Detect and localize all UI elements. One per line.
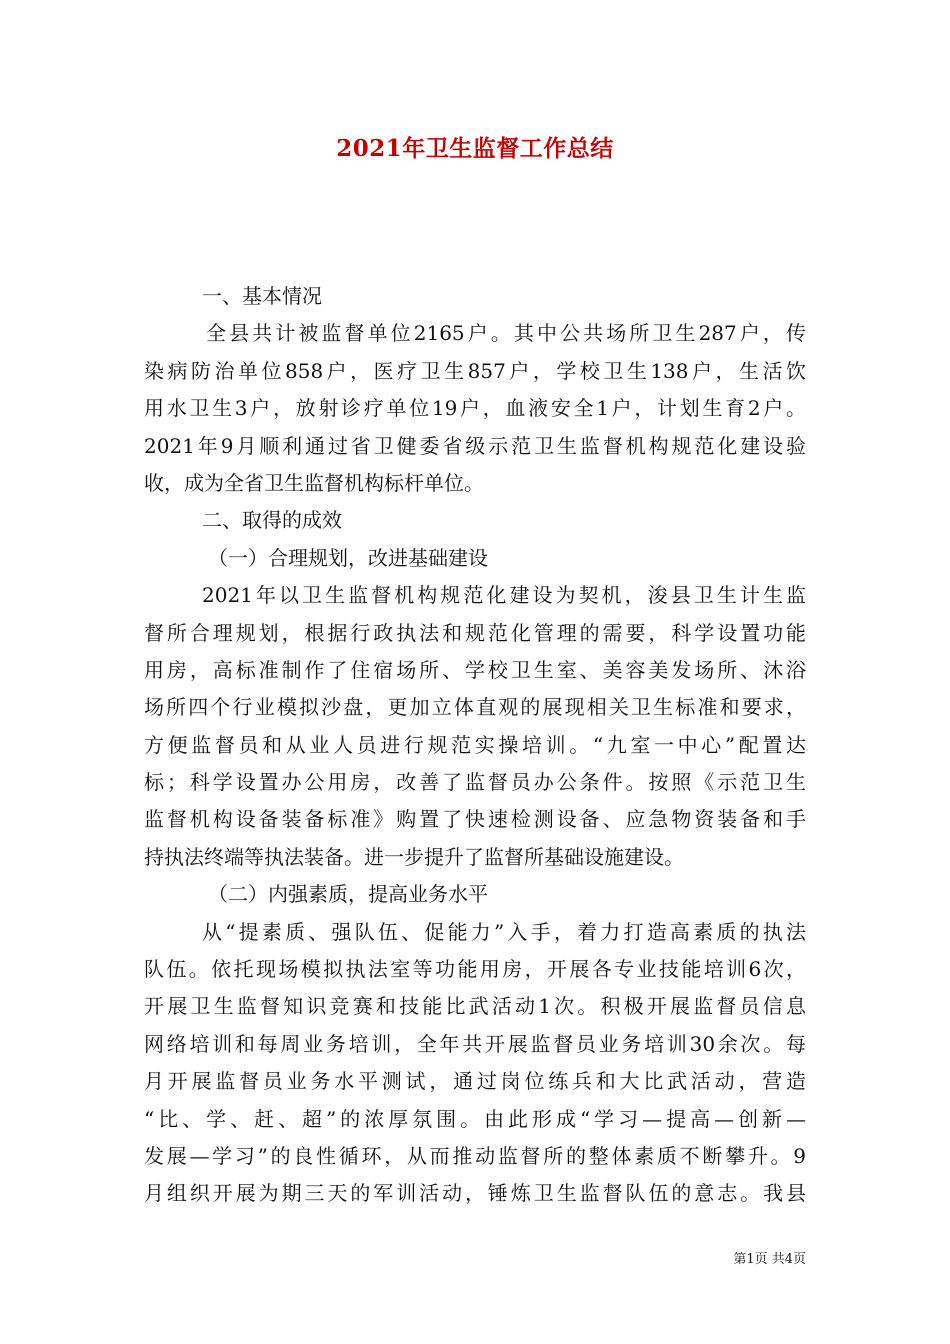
paragraph-line: 监督机构设备装备标准》购置了快速检测设备、应急物资装备和手: [144, 807, 806, 832]
paragraph-line: “比、学、赶、超”的浓厚氛围。由此形成“学习—提高—创新—: [144, 1106, 806, 1131]
paragraph-line: 方便监督员和从业人员进行规范实操培训。“九室一中心”配置达: [144, 732, 806, 757]
paragraph-line: 持执法终端等执法装备。进一步提升了监督所基础设施建设。: [144, 844, 684, 869]
paragraph-line: 发展—学习”的良性循环，从而推动监督所的整体素质不断攀升。9: [144, 1143, 806, 1168]
subsection-heading-quality: （二）内强素质，提高业务水平: [208, 882, 488, 907]
paragraph-line: 月开展监督员业务水平测试，通过岗位练兵和大比武活动，营造: [144, 1069, 806, 1094]
paragraph-line: 2021年以卫生监督机构规范化建设为契机，浚县卫生计生监: [202, 583, 806, 608]
paragraph-line: 队伍。依托现场模拟执法室等功能用房，开展各专业技能培训6次，: [144, 957, 806, 982]
paragraph-line: 用水卫生3户，放射诊疗单位19户，血液安全1户，计划生育2户。: [144, 396, 806, 421]
paragraph-line: 2021年9月顺利通过省卫健委省级示范卫生监督机构规范化建设验: [144, 433, 806, 458]
paragraph-line: 督所合理规划，根据行政执法和规范化管理的需要，科学设置功能: [144, 620, 806, 645]
paragraph-line: 网络培训和每周业务培训，全年共开展监督员业务培训30余次。每: [144, 1031, 806, 1056]
paragraph-line: 月组织开展为期三天的军训活动，锤炼卫生监督队伍的意志。我县: [144, 1181, 806, 1206]
section-heading-basic-info: 一、基本情况: [202, 284, 322, 308]
paragraph-line: 染病防治单位858户，医疗卫生857户，学校卫生138户，生活饮: [144, 358, 806, 383]
paragraph-line: 从“提素质、强队伍、促能力”入手，着力打造高素质的执法: [202, 919, 806, 944]
document-body: [144, 278, 806, 1213]
paragraph-line: 开展卫生监督知识竞赛和技能比武活动1次。积极开展监督员信息: [144, 994, 806, 1019]
paragraph-line: 场所四个行业模拟沙盘，更加立体直观的展现相关卫生标准和要求，: [144, 695, 806, 720]
document-title: 2021年卫生监督工作总结: [336, 135, 614, 162]
paragraph-line: 收，成为全省卫生监督机构标杆单位。: [144, 470, 484, 495]
section-heading-achievements: 二、取得的成效: [202, 508, 342, 533]
subsection-heading-planning: （一）合理规划，改进基础建设: [208, 545, 488, 570]
page-number: 第1页 共4页: [733, 1252, 806, 1267]
paragraph-line: 用房，高标准制作了住宿场所、学校卫生室、美容美发场所、沐浴: [144, 657, 806, 682]
paragraph-line: 标；科学设置办公用房，改善了监督员办公条件。按照《示范卫生: [144, 770, 806, 795]
paragraph-line: 全县共计被监督单位2165户。其中公共场所卫生287户，传: [206, 321, 806, 346]
